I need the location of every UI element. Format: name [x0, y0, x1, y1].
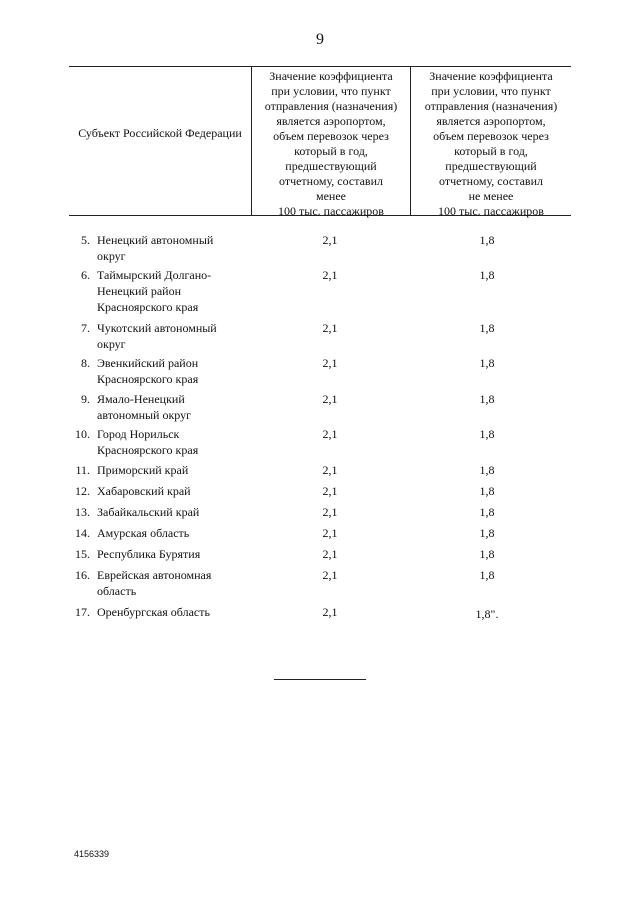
row-number: 12. [75, 484, 90, 498]
row-value-less-100k: 2,1 [322, 321, 338, 335]
row-subject: Оренбургская область [97, 605, 210, 619]
header-coefficient-not-less-100k: Значение коэффициента при условии, что пункт отправления (назначения) является аэропортом, объем перевозок через который в год, предшествующий отчетному, составил не менее 100 тыс. пассажиров [424, 69, 558, 218]
row-value-not-less-100k: 1,8 [479, 568, 495, 582]
row-value-not-less-100k: 1,8 [479, 392, 495, 406]
row-value-less-100k: 2,1 [322, 568, 338, 582]
row-number: 13. [75, 505, 90, 519]
row-number: 15. [75, 547, 90, 561]
row-value-not-less-100k: 1,8 [479, 233, 495, 247]
row-number: 11. [75, 463, 90, 477]
page-number: 9 [316, 31, 324, 48]
row-number: 6. [81, 268, 90, 282]
row-value-not-less-100k: 1,8 [479, 547, 495, 561]
row-value-less-100k: 2,1 [322, 392, 338, 406]
row-subject: Амурская область [97, 526, 190, 540]
row-subject: Ямало-Ненецкий автономный округ [97, 392, 192, 422]
row-subject: Город Норильск Красноярского края [97, 427, 199, 457]
row-subject: Таймырский Долгано- Ненецкий район Красноярского края [97, 268, 212, 314]
row-value-less-100k: 2,1 [322, 547, 338, 561]
row-subject: Ненецкий автономный округ [97, 233, 214, 263]
row-number: 7. [81, 321, 90, 335]
header-subject: Субъект Российской Федерации [78, 126, 242, 140]
row-number: 14. [75, 526, 90, 540]
row-value-less-100k: 2,1 [322, 427, 338, 441]
row-subject: Забайкальский край [97, 505, 200, 519]
row-value-not-less-100k: 1,8". [475, 607, 499, 621]
row-value-less-100k: 2,1 [322, 233, 338, 247]
row-subject: Хабаровский край [97, 484, 191, 498]
row-value-not-less-100k: 1,8 [479, 526, 495, 540]
row-number: 17. [75, 605, 90, 619]
row-value-less-100k: 2,1 [322, 505, 338, 519]
row-subject: Чукотский автономный округ [97, 321, 217, 351]
footer-rule [274, 679, 366, 680]
row-subject: Еврейская автономная область [97, 568, 212, 598]
row-value-not-less-100k: 1,8 [479, 463, 495, 477]
row-number: 5. [81, 233, 90, 247]
row-value-not-less-100k: 1,8 [479, 321, 495, 335]
row-number: 8. [81, 356, 90, 370]
document-code: 4156339 [74, 849, 110, 859]
table-top-border [69, 66, 571, 67]
row-value-less-100k: 2,1 [322, 356, 338, 370]
row-value-less-100k: 2,1 [322, 484, 338, 498]
row-number: 10. [75, 427, 90, 441]
row-value-not-less-100k: 1,8 [479, 427, 495, 441]
header-coefficient-less-100k: Значение коэффициента при условии, что пункт отправления (назначения) является аэропортом, объем перевозок через который в год, предшествующий отчетному, составил менее 100 тыс. пассажиров [264, 69, 398, 218]
row-subject: Эвенкийский район Красноярского края [97, 356, 199, 386]
row-value-not-less-100k: 1,8 [479, 484, 495, 498]
row-number: 16. [75, 568, 90, 582]
row-value-not-less-100k: 1,8 [479, 356, 495, 370]
row-value-not-less-100k: 1,8 [479, 268, 495, 282]
row-subject: Республика Бурятия [97, 547, 201, 561]
row-value-less-100k: 2,1 [322, 526, 338, 540]
row-value-less-100k: 2,1 [322, 605, 338, 619]
row-value-less-100k: 2,1 [322, 268, 338, 282]
row-subject: Приморский край [97, 463, 189, 477]
row-value-less-100k: 2,1 [322, 463, 338, 477]
row-value-not-less-100k: 1,8 [479, 505, 495, 519]
row-number: 9. [81, 392, 90, 406]
